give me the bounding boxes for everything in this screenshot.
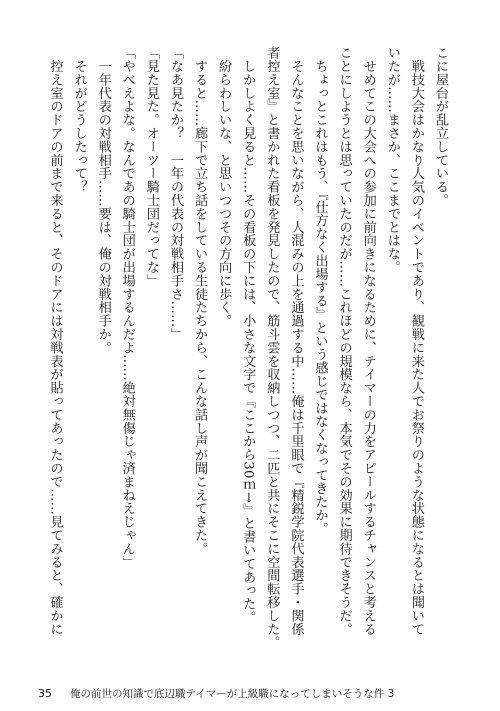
text-line: 戦技大会はかなり人気のイベントであり、観戦に来た人でお祭りのような状態になるとは聞いて xyxy=(408,46,424,636)
text-line: しかしよく見ると……その看板の下には、小さな文字で『ここから30ｍ→』と書いてあった。 xyxy=(240,46,256,624)
text-line: 一年代表の対戦相手……要は、俺の対戦相手か。 xyxy=(95,46,111,355)
text-line: 控え室のドアの前まで来ると、そのドアには対戦表が貼ってあったので……見てみると、確かに xyxy=(47,46,63,636)
text-line: せめてこの大会への参加に前向きになるために、テイマーの力をアピールするチャンスと考える xyxy=(360,46,376,636)
running-title: 俺の前世の知識で底辺職テイマーが上級職になってしまいそうな件 3 xyxy=(70,688,395,700)
text-line: それがどうしたって？ xyxy=(71,46,87,194)
text-line: こに屋台が乱立している。 xyxy=(433,46,448,207)
vertical-body-text xyxy=(32,46,452,658)
text-line: いたが……まさか、ここまでとはな。 xyxy=(384,46,400,274)
text-line: すると……廊下で立ち話をしている生徒たちから、こんな話し声が聞こえてきた。 xyxy=(192,46,208,556)
text-line: そんなことを思いながら、人混みの上を通過する中……俺は千里眼で『精鋭学院代表選手・関係 xyxy=(288,46,304,636)
page-footer xyxy=(38,686,394,701)
dialogue-line: 「見た見た。オーツー騎士団だってな」 xyxy=(143,46,159,288)
text-line: ことにしようとは思っていたのだが……これほどの規模なら、本気でその効果に期待できそうだ。 xyxy=(336,46,352,636)
text-line: 紛らわしいな、と思いつつその方向に歩く。 xyxy=(216,46,232,328)
page-number: 35 xyxy=(38,687,52,700)
text-line: ちょっとこれはもう、『仕方なく出場する』という感じではなくなってきたか。 xyxy=(312,46,328,536)
text-line: 者控え室』と書かれた看板を発見したので、筋斗雲を収納しつつ、二匹と共にそこに空間転移した。 xyxy=(264,46,280,649)
dialogue-line: 「なあ見たか？ 一年の代表の対戦相手さ……」 xyxy=(167,46,183,341)
dialogue-line: 「やべえよな。なんであの騎士団が出場するんだよ……絶対無傷じゃ済まねえじゃん」 xyxy=(119,46,135,569)
